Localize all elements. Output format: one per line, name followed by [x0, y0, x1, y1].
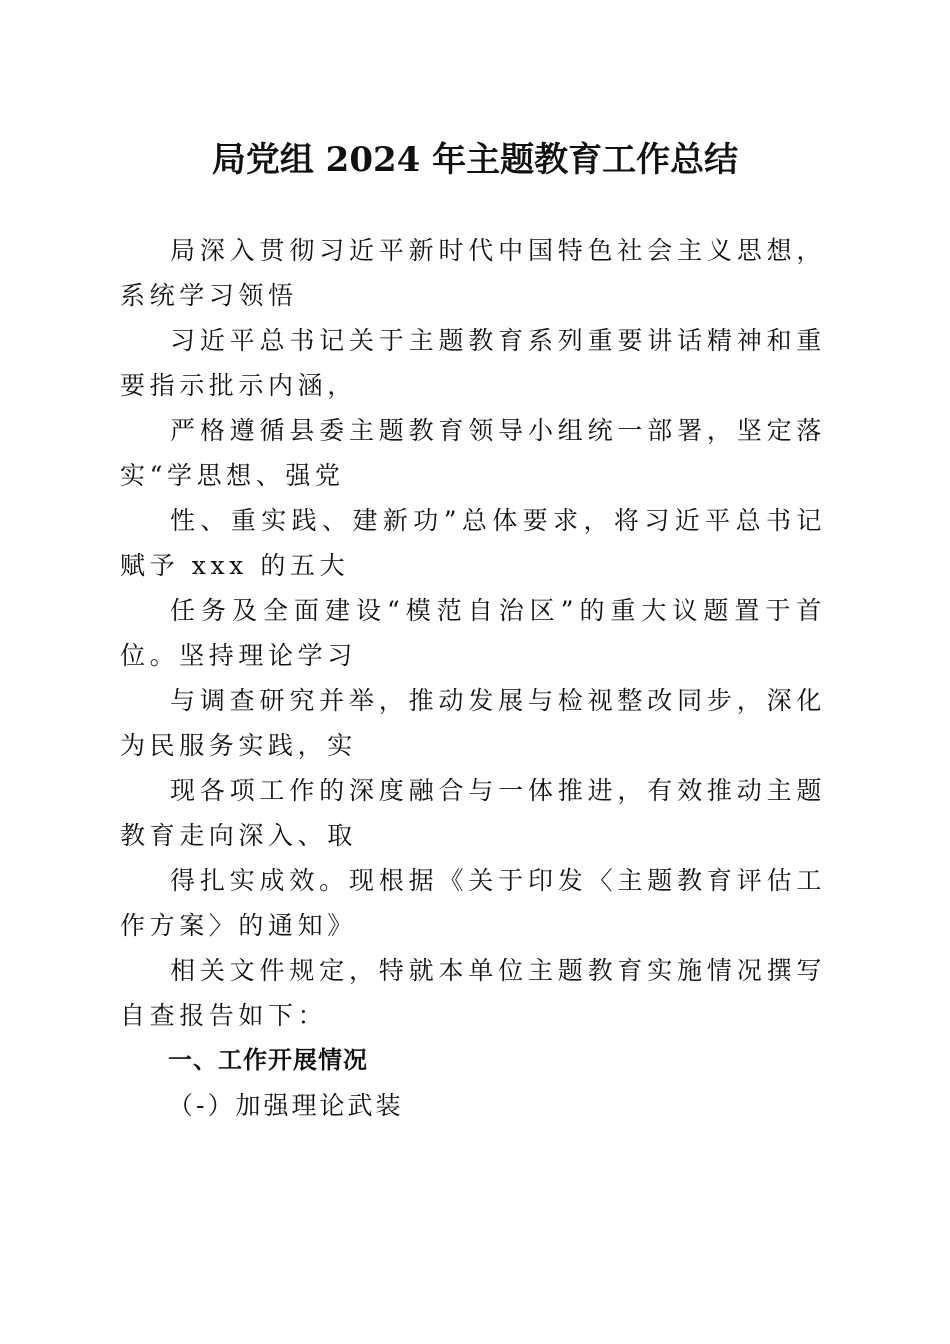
paragraph-1: 局深入贯彻习近平新时代中国特色社会主义思想，系统学习领悟 [120, 236, 826, 310]
paragraph-5: 任务及全面建设“模范自治区”的重大议题置于首位。坚持理论学习 [120, 596, 826, 670]
paragraph-4: 性、重实践、建新功”总体要求，将习近平总书记赋予 xxx 的五大 [120, 506, 826, 580]
paragraph-2: 习近平总书记关于主题教育系列重要讲话精神和重要指示批示内涵， [120, 326, 826, 400]
paragraph-9: 相关文件规定，特就本单位主题教育实施情况撰写自查报告如下： [120, 956, 826, 1030]
paragraph-3: 严格遵循县委主题教育领导小组统一部署，坚定落实“学思想、强党 [120, 416, 826, 490]
paragraph-7: 现各项工作的深度融合与一体推进，有效推动主题教育走向深入、取 [120, 776, 826, 850]
subsection-heading: （-）加强理论武装 [168, 1091, 404, 1120]
section-heading: 一、工作开展情况 [168, 1046, 368, 1074]
paragraph-8: 得扎实成效。现根据《关于印发〈主题教育评估工作方案〉的通知》 [120, 866, 826, 940]
paragraph-6: 与调查研究并举，推动发展与检视整改同步，深化为民服务实践，实 [120, 686, 826, 760]
document-body [120, 228, 826, 1128]
document-title: 局党组 2024 年主题教育工作总结 [211, 140, 739, 180]
